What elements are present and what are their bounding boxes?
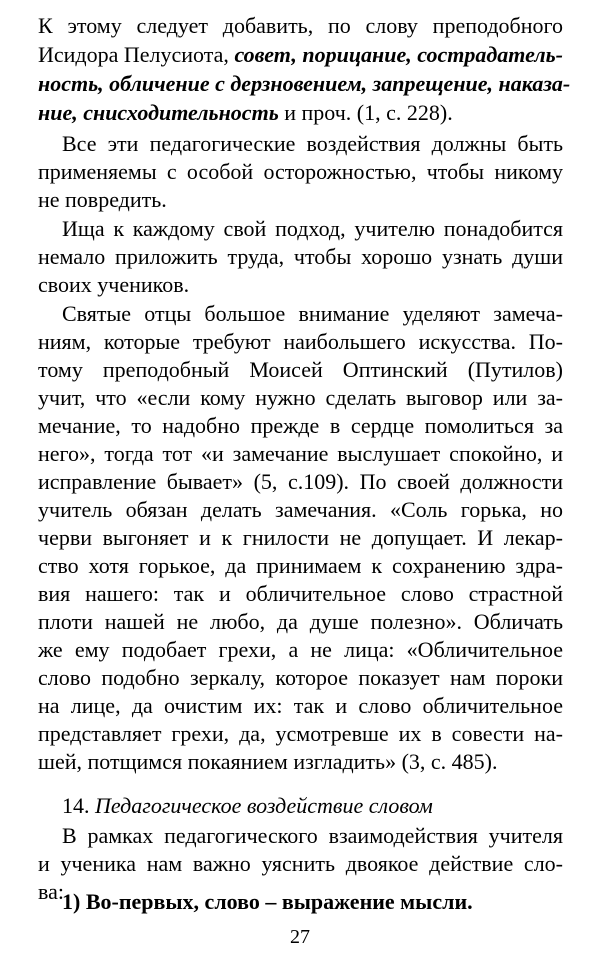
section-title: Педагогическое воздействие словом bbox=[95, 793, 433, 818]
paragraph-4-line-1: Святые отцы большое внимание уделяют замеча- bbox=[62, 301, 563, 326]
paragraph-4-line-12: плоти нашей не любо, да душе полезно». Обличать bbox=[38, 609, 563, 634]
paragraph-3-line-3: своих учеников. bbox=[38, 272, 190, 297]
paragraph-5-line-3: ва: bbox=[38, 879, 64, 904]
paragraph-4-line-3: тому преподобный Моисей Оптинский (Путилов) bbox=[38, 357, 563, 382]
page-number: 27 bbox=[290, 926, 310, 948]
paragraph-1-line-4-plain: и проч. (1, с. 228). bbox=[278, 100, 453, 125]
paragraph-1-line-4-emphasis: ние, снисходительность bbox=[38, 100, 279, 125]
paragraph-1-line-2-emphasis: совет, порицание, сострадатель- bbox=[234, 42, 563, 67]
paragraph-1-line-2 bbox=[38, 42, 563, 68]
point-1: 1) Во-первых, слово – выражение мысли. bbox=[62, 889, 473, 914]
paragraph-4-line-10: ство хотя горькое, да принимаем к сохранению здра- bbox=[38, 553, 563, 578]
paragraph-4-line-13: же ему подобает грехи, а не лица: «Обличительное bbox=[38, 637, 563, 662]
paragraph-4-line-15: на лице, да очистим их: так и слово обличительное bbox=[38, 693, 563, 718]
paragraph-3-line-1: Ища к каждому свой подход, учителю понадобится bbox=[62, 216, 563, 241]
section-number: 14. bbox=[62, 793, 90, 818]
paragraph-5-line-1: В рамках педагогического взаимодействия учителя bbox=[62, 823, 563, 848]
paragraph-4-line-5: мечание, то надобно прежде в сердце помолиться за bbox=[38, 413, 563, 438]
paragraph-1-line-1: К этому следует добавить, по слову преподобного bbox=[38, 13, 563, 38]
paragraph-4-line-14: слово подобно зеркалу, которое показует нам пороки bbox=[38, 665, 563, 690]
paragraph-4-line-16: представляет грехи, да, усмотревше их в совести на- bbox=[38, 721, 563, 746]
paragraph-1-line-3: ность, обличение с дерзновением, запрещение, наказа- bbox=[38, 71, 571, 96]
section-heading bbox=[62, 793, 563, 819]
paragraph-3-line-2: немало приложить труда, чтобы хорошо узнать души bbox=[38, 244, 563, 269]
paragraph-4-line-4: учит, что «если кому нужно сделать выговор или за- bbox=[38, 385, 563, 410]
paragraph-4-line-8: учитель обязан делать замечания. «Соль горька, но bbox=[38, 497, 563, 522]
paragraph-2-line-3: не повредить. bbox=[38, 187, 167, 212]
paragraph-4-line-2: ниям, которые требуют наибольшего искусства. По- bbox=[38, 329, 563, 354]
paragraph-5-line-2: и ученика нам важно уяснить двоякое действие сло- bbox=[38, 851, 563, 876]
paragraph-1-line-4 bbox=[38, 100, 563, 126]
paragraph-4-line-9: черви выгоняет и к гнилости не допущает. И лекар- bbox=[38, 525, 563, 550]
paragraph-1-line-2-plain: Исидора Пелусиота, bbox=[38, 42, 229, 67]
paragraph-4-line-6: него», тогда тот «и замечание выслушает спокойно, и bbox=[38, 441, 563, 466]
paragraph-4-line-17: шей, потщимся покаянием изгладить» (3, с. 485). bbox=[38, 749, 498, 774]
paragraph-2-line-1: Все эти педагогические воздействия должны быть bbox=[62, 131, 563, 156]
paragraph-2-line-2: применяемы с особой осторожностью, чтобы никому bbox=[38, 159, 563, 184]
paragraph-4-line-11: вия нашего: так и обличительное слово страстной bbox=[38, 581, 563, 606]
paragraph-4-line-7: исправление бывает» (5, с.109). По своей должности bbox=[38, 469, 563, 494]
